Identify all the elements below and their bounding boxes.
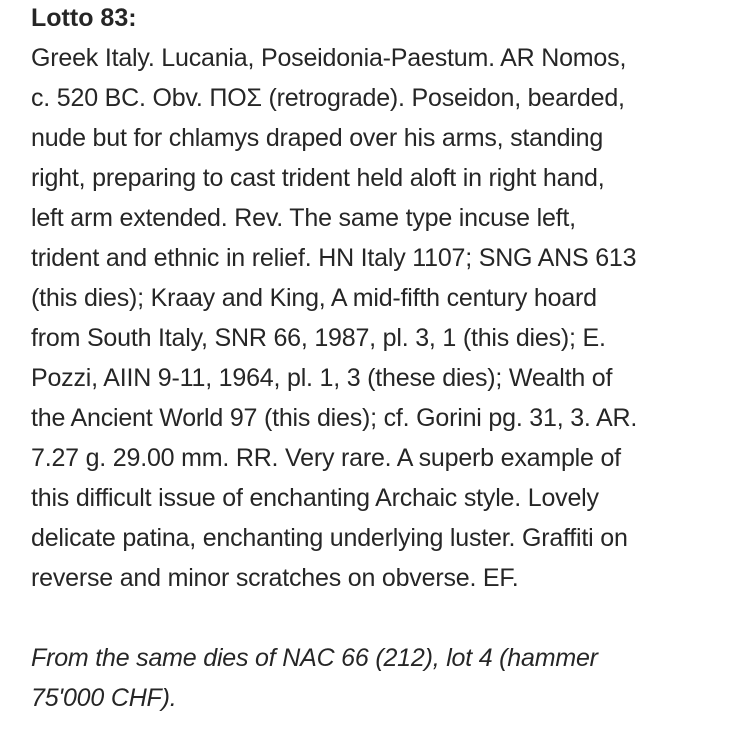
provenance-line: From the same dies of NAC 66 (212), lot 4 (hammer	[31, 644, 598, 672]
description-line: delicate patina, enchanting underlying luster. Graffiti on	[31, 524, 628, 552]
provenance-note	[31, 638, 731, 718]
description-line: nude but for chlamys draped over his arms, standing	[31, 124, 604, 152]
provenance-line: 75'000 CHF).	[31, 684, 177, 712]
lot-title: Lotto 83:	[31, 4, 137, 32]
lot-document	[31, 0, 731, 718]
description-line: c. 520 BC. Obv. ΠΟΣ (retrograde). Poseidon, bearded,	[31, 84, 625, 112]
description-line: Greek Italy. Lucania, Poseidonia-Paestum. AR Nomos,	[31, 44, 627, 72]
description-line: trident and ethnic in relief. HN Italy 1107; SNG ANS 613	[31, 244, 637, 272]
description-line: the Ancient World 97 (this dies); cf. Gorini pg. 31, 3. AR.	[31, 404, 638, 432]
description-line: (this dies); Kraay and King, A mid-fifth century hoard	[31, 284, 597, 312]
description-line: Pozzi, AIIN 9-11, 1964, pl. 1, 3 (these dies); Wealth of	[31, 364, 613, 392]
description-line: 7.27 g. 29.00 mm. RR. Very rare. A superb example of	[31, 444, 621, 472]
lot-description	[31, 38, 731, 598]
description-line: right, preparing to cast trident held aloft in right hand,	[31, 164, 605, 192]
description-line: reverse and minor scratches on obverse. EF.	[31, 564, 519, 592]
description-line: left arm extended. Rev. The same type incuse left,	[31, 204, 576, 232]
description-line: this difficult issue of enchanting Archaic style. Lovely	[31, 484, 599, 512]
description-line: from South Italy, SNR 66, 1987, pl. 3, 1 (this dies); E.	[31, 324, 606, 352]
